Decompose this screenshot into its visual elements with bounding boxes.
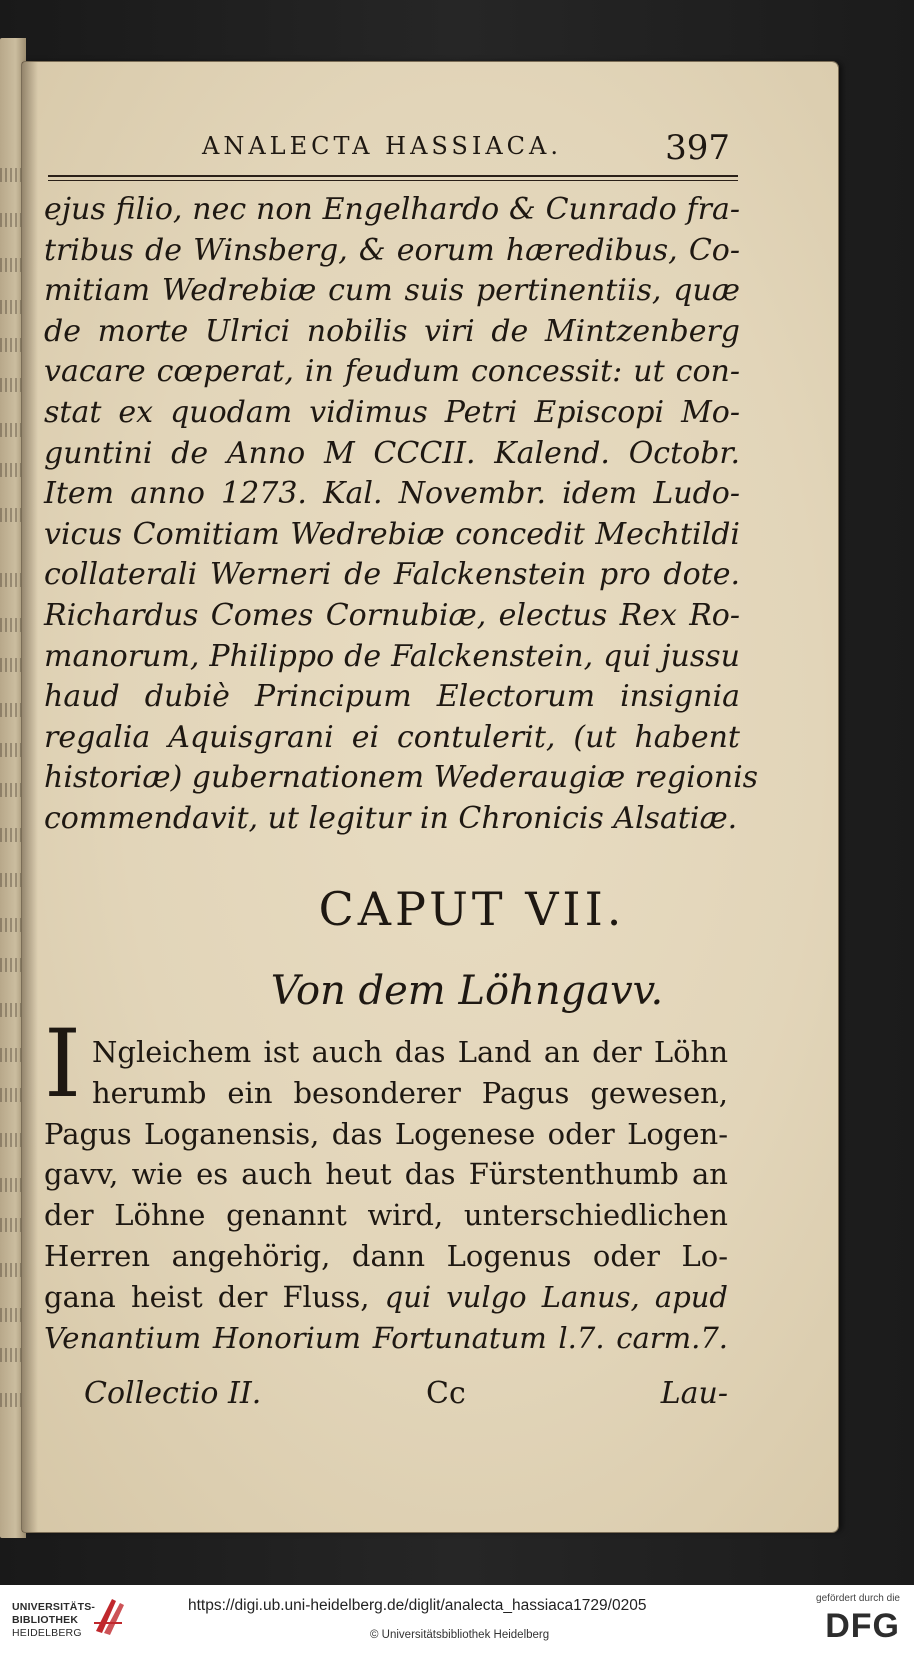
text-line-mixed [44,1277,728,1318]
latin-paragraph [44,190,759,840]
signature-line [84,1376,728,1416]
text-line: haud dubiè Principum Electorum insignia [44,679,740,715]
text-line: Pagus Loganensis, das Logenese oder Logen- [44,1116,728,1151]
text-line: historiæ) gubernationem Wederaugiæ regionis [44,760,759,796]
text-line: tribus de Winsberg, & eorum hæredibus, Co- [44,232,740,268]
text-line: der Löhne genannt wird, unterschiedlichen [44,1198,728,1233]
chapter-heading: CAPUT VII. [318,882,626,936]
text-line: Item anno 1273. Kal. Novembr. idem Ludo- [44,476,740,512]
head-rule [48,175,738,177]
text-line: Venantium Honorium Fortunatum l.7. carm.7. [44,1320,728,1355]
footer-bar [0,1585,914,1653]
logo-text: UNIVERSITÄTS- [12,1601,96,1613]
drop-cap: I [44,1010,82,1119]
funding-note: gefördert durch die [816,1593,900,1604]
text-line: vicus Comitiam Wedrebiæ concedit Mechtildi [44,516,740,552]
german-paragraph [44,1032,728,1358]
page-gutter-shadow [22,62,38,1532]
text-line: collaterali Werneri de Falckenstein pro dote. [44,557,740,593]
text-roman: gana heist der Fluss, [44,1279,370,1314]
permalink-url[interactable]: https://digi.ub.uni-heidelberg.de/diglit/analecta_hassiaca1729/0205 [188,1597,647,1614]
text-line: commendavit, ut legitur in Chronicis Alsatiæ. [44,800,738,836]
text-line: ejus filio, nec non Engelhardo & Cunrado fra- [44,192,740,227]
text-line: mitiam Wedrebiæ cum suis pertinentiis, quæ [44,273,740,309]
text-line: guntini de Anno M CCCII. Kalend. Octobr. [44,435,740,471]
signature-mark: Cc [426,1376,466,1411]
page-number: 397 [665,128,730,168]
text-line: Herren angehörig, dann Logenus oder Lo- [44,1238,728,1273]
logo-text: BIBLIOTHEK [12,1614,79,1626]
text-line: herumb ein besonderer Pagus gewesen, [92,1075,728,1110]
head-rule-thin [48,180,738,181]
text-line: regalia Aquisgrani ei contulerit, (ut habent [44,719,740,755]
running-title: ANALECTA HASSIACA. [202,132,562,160]
text-italic: qui vulgo Lanus, apud [384,1279,728,1314]
dfg-logo[interactable]: DFG [825,1607,900,1645]
text-line: Ngleichem ist auch das Land an der Löhn [92,1035,728,1069]
catchword: Lau- [660,1376,728,1411]
text-line: Richardus Comes Cornubiæ, electus Rex Ro- [44,597,740,633]
text-line: vacare cœperat, in feudum concessit: ut con- [44,354,740,390]
chapter-subtitle: Von dem Löhngavv. [270,968,664,1014]
logo-text: HEIDELBERG [12,1627,82,1639]
running-head [48,128,738,176]
library-mark-icon [92,1593,128,1637]
text-line: gavv, wie es auch heut das Fürstenthumb an [44,1157,728,1192]
copyright-notice: © Universitätsbibliothek Heidelberg [370,1629,550,1641]
text-line: manorum, Philippo de Falckenstein, qui jussu [44,638,740,674]
collectio-label: Collectio II. [84,1376,262,1411]
text-line: de morte Ulrici nobilis viri de Mintzenberg [44,313,740,349]
text-line: stat ex quodam vidimus Petri Episcopi Mo- [44,394,740,430]
